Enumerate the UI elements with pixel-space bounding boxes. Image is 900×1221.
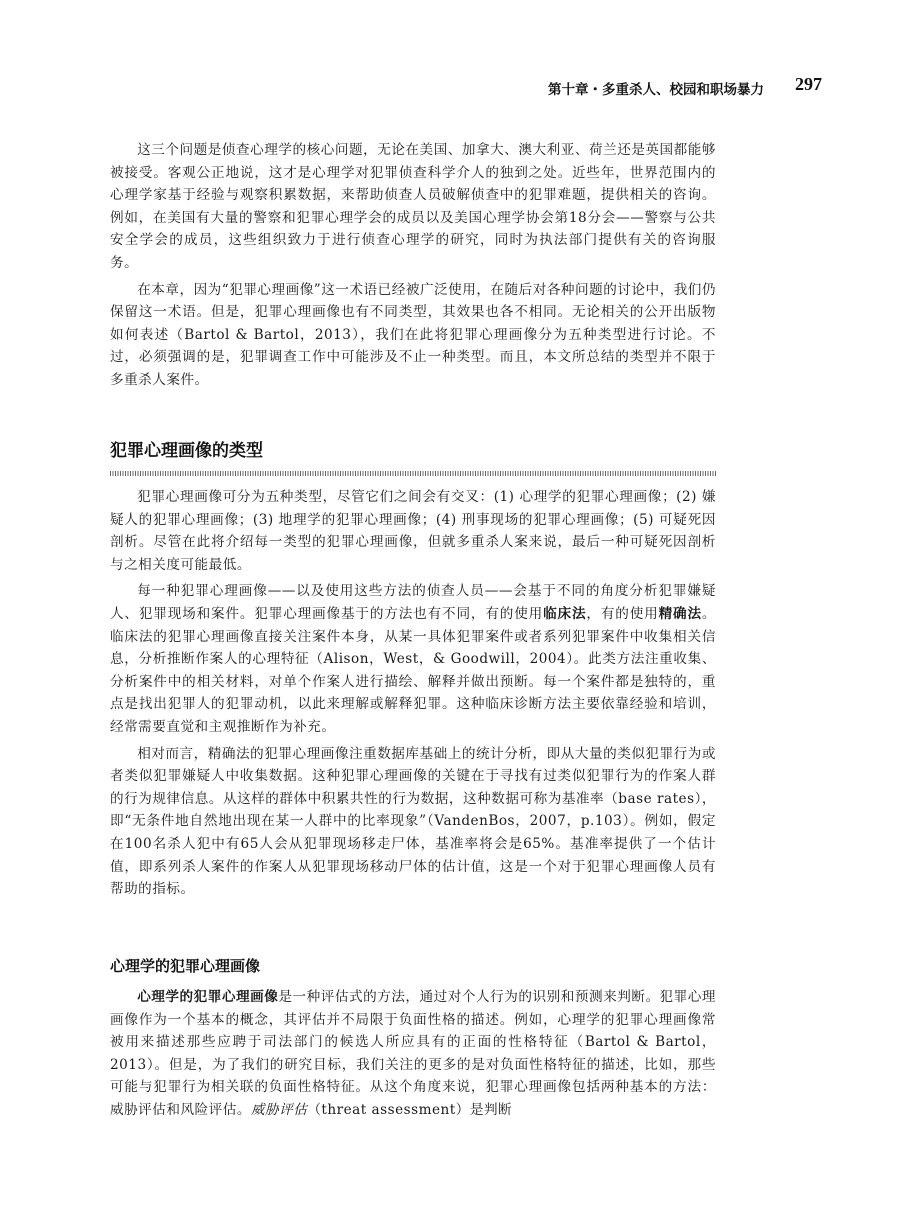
term-actuarial: 精确法 [658, 605, 702, 622]
text-run: （threat assessment）是判断 [307, 1101, 513, 1118]
section-psych [110, 955, 716, 976]
page-number: 297 [795, 74, 822, 94]
term-psych-profile: 心理学的犯罪心理画像 [137, 989, 279, 1005]
term-clinical: 临床法 [543, 605, 587, 622]
text-run: 是一种评估式的方法，通过对个人行为的识别和预测来判断。犯罪心理画像作为一个基本的概念，其评估并不局限于负面性格的描述。例如，心理学的犯罪心理画像常被用来描述那些应聘于司法部门的候选人所应具有的正面的性格特征（Bartol & Bartol，2013）。但是，为了我们的研究目标，我们关注的更多的是对负面性格特征的描述，比如，那些可能与犯罪行为相关联的负面性格特征。从这个角度来说，犯罪心理画像包括两种基本的方法：威胁评估和风险评估。 [110, 989, 717, 1118]
running-header [110, 74, 822, 100]
text-run: 每一种犯罪心理画像——以及使用这些方法的侦查人员——会基于不同的角度分析犯罪嫌疑人、犯罪现场和案件。犯罪心理画像基于的方法也有不同，有的使用 [110, 583, 716, 622]
intro-block [110, 139, 716, 396]
text-run: 。临床法的犯罪心理画像直接关注案件本身，从某一具体犯罪案件或者系列犯罪案件中收集相关信息，分析推断作案人的心理特征（Alison，West，& Goodwill，2004）。此类方法注重收集、分析案件中的相关材料，对单个作案人进行描绘、解释并做出预断。每一个案件都是独特的，重点是找出犯罪人的犯罪动机，以此来理解或解释犯罪。这种临床诊断方法主要依靠经验和培训，经常需要直觉和主观推断作为补充。 [110, 605, 717, 735]
section-types-body [110, 486, 716, 905]
text-run: ，有的使用 [586, 605, 659, 622]
types-paragraph-3: 相对而言，精确法的犯罪心理画像注重数据库基础上的统计分析，即从大量的类似犯罪行为或者类似犯罪嫌疑人中收集数据。这种犯罪心理画像的关键在于寻找有过类似犯罪行为的作案人群的行为规律信息。从这样的群体中积累共性的行为数据，这种数据可称为基准率（base rates），即“无条件地自然地出现在某一人群中的比率现象”（VandenBos，2007，p.103）。例如，假定在100名杀人犯中有65人会从犯罪现场移走尸体，基准率将会是65%。基准率提供了一个估计值，即系列杀人案件的作案人从犯罪现场移动尸体的估计值，这是一个对于犯罪心理画像人员有帮助的指标。 [110, 745, 716, 898]
section-heading-profile-types: 犯罪心理画像的类型 [110, 441, 263, 461]
chapter-title: 第十章・多重杀人、校园和职场暴力 [548, 82, 764, 98]
section-types [110, 436, 716, 476]
psych-paragraph-1 [110, 986, 716, 1122]
intro-paragraph-1: 这三个问题是侦查心理学的核心问题，无论在美国、加拿大、澳大利亚、荷兰还是英国都能够被接受。客观公正地说，这才是心理学对犯罪侦查科学介人的独到之处。近些年，世界范围内的心理学家基于经验与观察积累数据，来帮助侦查人员破解侦查中的犯罪难题，提供相关的咨询。例如，在美国有大量的警察和犯罪心理学会的成员以及美国心理学协会第18分会——警察与公共安全学会的成员，这些组织致力于进行侦查心理学的研究，同时为执法部门提供有关的咨询服务。 [110, 142, 716, 271]
types-paragraph-1: 犯罪心理画像可分为五种类型，尽管它们之间会有交叉：(1) 心理学的犯罪心理画像；(2) 嫌疑人的犯罪心理画像；(3) 地理学的犯罪心理画像；(4) 刑事现场的犯罪心理画像；(5) 可疑死因剖析。尽管在此将介绍每一类型的犯罪心理画像，但就多重杀人案来说，最后一种可疑死因剖析与之相关度可能最低。 [110, 489, 716, 573]
heading-dotted-rule [110, 471, 716, 476]
section-heading-psych-profile: 心理学的犯罪心理画像 [110, 957, 261, 975]
types-paragraph-2 [110, 580, 716, 738]
section-psych-body [110, 986, 716, 1126]
intro-paragraph-2: 在本章，因为“犯罪心理画像”这一术语已经被广泛使用，在随后对各种问题的讨论中，我们仍保留这一术语。但是，犯罪心理画像也有不同类型，其效果也各不相同。无论相关的公开出版物如何表述（Bartol & Bartol，2013），我们在此将犯罪心理画像分为五种类型进行讨论。不过，必须强调的是，犯罪调查工作中可能涉及不止一种类型。而且，本文所总结的类型并不限于多重杀人案件。 [110, 281, 716, 388]
term-threat-assessment: 威胁评估 [250, 1101, 308, 1118]
